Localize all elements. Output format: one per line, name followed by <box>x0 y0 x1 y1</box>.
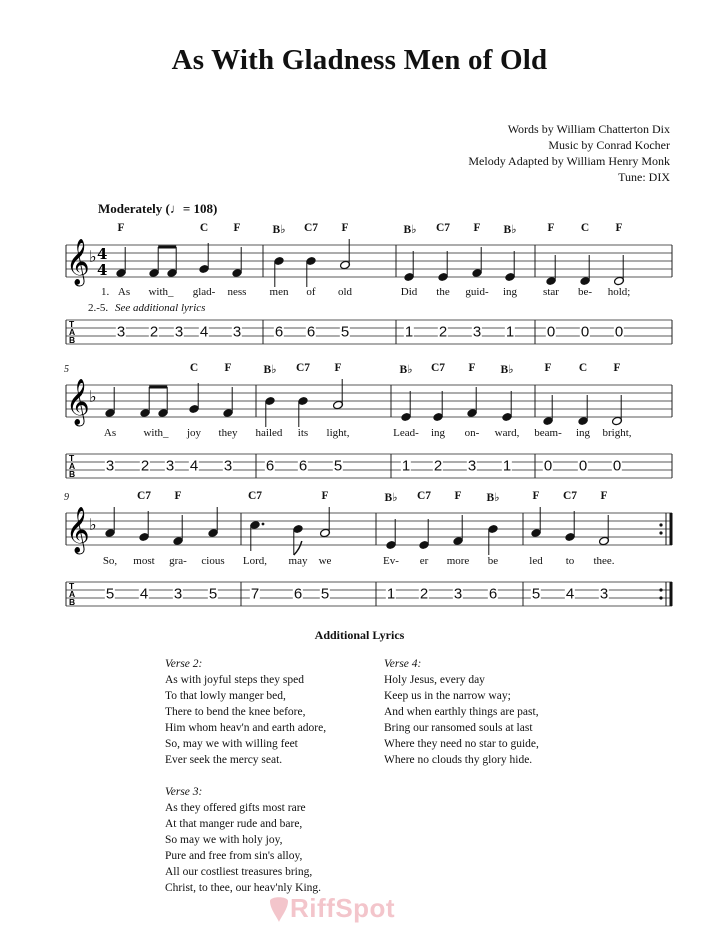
lyric: old <box>337 286 353 298</box>
lyric: the <box>436 286 450 298</box>
verse-line: At that manger rude and bare, <box>165 818 303 830</box>
tab-clef: A <box>69 589 76 599</box>
lyric: Ev- <box>383 555 399 567</box>
lyric: Lead- <box>393 427 419 439</box>
verse-line: Keep us in the narrow way; <box>384 690 511 702</box>
credit-music: Music by Conrad Kocher <box>548 138 670 152</box>
chord: C <box>199 222 209 234</box>
tab-fret-number: 6 <box>306 323 316 341</box>
tab-clef: T <box>69 453 75 463</box>
verse-4 <box>384 656 539 768</box>
measure-number: 9 <box>64 492 69 503</box>
verse-line: So, may we with willing feet <box>165 738 298 750</box>
tab-fret-number: 3 <box>232 323 242 341</box>
chord: C <box>578 362 588 374</box>
lyric: ness <box>227 286 247 298</box>
tab-fret-number: 4 <box>139 585 149 603</box>
tab-fret-number: 6 <box>488 585 498 603</box>
lyric: be <box>487 555 499 567</box>
chord: F <box>117 222 125 234</box>
time-signature-top: 4 <box>97 245 108 263</box>
time-signature-bottom: 4 <box>97 261 108 279</box>
chord: B♭ <box>272 224 286 236</box>
verse-2 <box>165 656 326 768</box>
key-flat-icon: ♭ <box>89 515 97 534</box>
verse-line: Ever seek the mercy seat. <box>165 754 283 766</box>
lyric: with_ <box>143 427 169 439</box>
lyric: we <box>318 555 332 567</box>
tab-fret-number: 2 <box>433 457 443 475</box>
chord: F <box>454 490 462 502</box>
tab-fret-number: 3 <box>105 457 115 475</box>
tab-fret-number: 3 <box>467 457 477 475</box>
tab-fret-number: 5 <box>105 585 115 603</box>
tab-fret-number: 5 <box>333 457 343 475</box>
tab-fret-number: 1 <box>404 323 414 341</box>
lyric: with_ <box>148 286 174 298</box>
lyric: Lord, <box>242 555 268 567</box>
verse-3 <box>165 784 321 896</box>
key-flat-icon: ♭ <box>89 387 97 406</box>
tab-fret-number: 6 <box>298 457 308 475</box>
additional-lyrics-heading: Additional Lyrics <box>314 628 405 642</box>
verse-label: Verse 3: <box>165 786 203 798</box>
tab-fret-number: 1 <box>502 457 512 475</box>
chord: C7 <box>430 362 446 374</box>
chord: B♭ <box>500 364 514 376</box>
chord: C7 <box>136 490 152 502</box>
flag <box>294 541 302 555</box>
lyric: to <box>565 555 575 567</box>
lyric: beam- <box>534 427 562 439</box>
chord: B♭ <box>263 364 277 376</box>
lyric: guid- <box>465 286 489 298</box>
lyric: thee. <box>593 555 615 567</box>
lyric: ing <box>502 286 518 298</box>
lyric: joy <box>186 427 202 439</box>
tab-fret-number: 4 <box>199 323 209 341</box>
tab-fret-number: 5 <box>208 585 218 603</box>
chord: C <box>189 362 199 374</box>
lyric: light, <box>326 427 350 439</box>
lyric: be- <box>577 286 593 298</box>
lyric: ing <box>430 427 446 439</box>
credit-tune: Tune: DIX <box>618 170 670 184</box>
lyric: of <box>306 286 316 298</box>
verse-line: As with joyful steps they sped <box>165 674 304 686</box>
chord: C7 <box>295 362 311 374</box>
lyric: So, <box>102 555 118 567</box>
tab-fret-number: 5 <box>531 585 541 603</box>
treble-clef-icon: 𝄞 <box>66 379 90 425</box>
verse-line: As they offered gifts most rare <box>165 802 306 814</box>
verse-number: 1. <box>101 286 110 298</box>
chord: F <box>224 362 232 374</box>
chord: C7 <box>562 490 578 502</box>
lyric: hailed <box>255 427 283 439</box>
chord: F <box>341 222 349 234</box>
see-additional-lyrics: See additional lyrics <box>115 302 206 314</box>
verse-line: Where no clouds thy glory hide. <box>384 754 533 766</box>
tab-fret-number: 0 <box>578 457 588 475</box>
chord: F <box>615 222 623 234</box>
quarter-note-icon: ♩ <box>169 201 183 216</box>
treble-clef-icon: 𝄞 <box>66 507 90 553</box>
tab-fret-number: 4 <box>189 457 199 475</box>
lyric: As <box>117 286 131 298</box>
chord: F <box>547 222 555 234</box>
credit-words: Words by William Chatterton Dix <box>507 122 670 136</box>
chord: F <box>532 490 540 502</box>
tab-fret-number: 1 <box>386 585 396 603</box>
tab-fret-number: 3 <box>173 585 183 603</box>
chord: B♭ <box>486 492 500 504</box>
lyric: er <box>419 555 429 567</box>
tab-fret-number: 6 <box>293 585 303 603</box>
tab-fret-number: 3 <box>472 323 482 341</box>
verse-line: Where they need no star to guide, <box>384 738 539 750</box>
lyric: its <box>297 427 309 439</box>
repeat-dot <box>659 523 662 526</box>
tab-fret-number: 6 <box>274 323 284 341</box>
verse-line: Christ, to thee, our heav'nly King. <box>165 882 322 894</box>
verse-line: To that lowly manger bed, <box>165 690 286 702</box>
lyric: ward, <box>494 427 520 439</box>
lyric: ing <box>575 427 591 439</box>
chord: B♭ <box>399 364 413 376</box>
tab-fret-number: 4 <box>565 585 575 603</box>
verse-line: Holy Jesus, every day <box>384 674 485 686</box>
chord: C7 <box>247 490 263 502</box>
tab-fret-number: 2 <box>419 585 429 603</box>
lyric: As <box>103 427 117 439</box>
verse-line: Bring our ransomed souls at last <box>384 722 533 734</box>
tab-fret-number: 3 <box>174 323 184 341</box>
verse-label: Verse 2: <box>165 658 203 670</box>
lyric: men <box>269 286 289 298</box>
lyric: led <box>529 555 543 567</box>
riffspot-pick-icon <box>268 895 290 923</box>
treble-clef-icon: 𝄞 <box>66 239 90 285</box>
tempo-marking: Moderately (♩= 108) <box>98 201 218 216</box>
lyric: on- <box>464 427 480 439</box>
verse-line: So may we with holy joy, <box>165 834 283 846</box>
lyric: hold; <box>607 286 631 298</box>
lyric: they <box>218 427 238 439</box>
tab-fret-number: 3 <box>223 457 233 475</box>
chord: F <box>233 222 241 234</box>
lyric: more <box>446 555 470 567</box>
lyric: may <box>288 555 308 567</box>
tempo-value: = 108 <box>182 201 214 216</box>
chord: F <box>321 490 329 502</box>
credit-adapted: Melody Adapted by William Henry Monk <box>468 154 670 168</box>
verse-line: Him whom heav'n and earth adore, <box>165 722 327 734</box>
tab-fret-number: 2 <box>149 323 159 341</box>
tab-clef: B <box>69 597 76 607</box>
measure-number: 5 <box>64 364 69 375</box>
tab-fret-number: 1 <box>505 323 515 341</box>
key-flat-icon: ♭ <box>89 247 97 266</box>
tab-fret-number: 3 <box>599 585 609 603</box>
chord: F <box>613 362 621 374</box>
tab-fret-number: 2 <box>140 457 150 475</box>
tab-fret-number: 0 <box>612 457 622 475</box>
chord: B♭ <box>403 224 417 236</box>
tab-clef: T <box>69 581 75 591</box>
chord: C7 <box>416 490 432 502</box>
song-title: As With Gladness Men of Old <box>171 44 548 76</box>
verse-line: All our costliest treasures bring, <box>165 866 313 878</box>
lyric: bright, <box>602 427 632 439</box>
tab-clef: T <box>69 319 75 329</box>
tab-clef: B <box>69 469 76 479</box>
lyric: Did <box>400 286 418 298</box>
tab-fret-number: 0 <box>614 323 624 341</box>
tab-fret-number: 2 <box>438 323 448 341</box>
chord: F <box>473 222 481 234</box>
verse-label: Verse 4: <box>384 658 422 670</box>
tab-fret-number: 1 <box>401 457 411 475</box>
lyric: star <box>543 286 559 298</box>
lyric: glad- <box>192 286 216 298</box>
riffspot-logo: RiffSpot <box>290 893 396 923</box>
chord: B♭ <box>503 224 517 236</box>
chord: F <box>174 490 182 502</box>
tab-fret-number: 5 <box>340 323 350 341</box>
chord: B♭ <box>384 492 398 504</box>
chord: F <box>468 362 476 374</box>
tab-clef: A <box>69 327 76 337</box>
tab-fret-number: 7 <box>250 585 260 603</box>
tab-clef: B <box>69 335 76 345</box>
tab-fret-number: 0 <box>580 323 590 341</box>
tab-clef: A <box>69 461 76 471</box>
lyric: most <box>133 555 155 567</box>
tab-fret-number: 0 <box>543 457 553 475</box>
chord: F <box>334 362 342 374</box>
verse-number: 2.-5. <box>88 302 109 314</box>
repeat-dot <box>659 588 662 591</box>
tab-fret-number: 6 <box>265 457 275 475</box>
chord: C7 <box>435 222 451 234</box>
verse-line: And when earthly things are past, <box>384 706 539 718</box>
lyric: cious <box>201 555 225 567</box>
chord: C7 <box>303 222 319 234</box>
tab-fret-number: 5 <box>320 585 330 603</box>
dot <box>262 523 265 526</box>
lyric: gra- <box>169 555 187 567</box>
tab-fret-number: 3 <box>116 323 126 341</box>
repeat-dot <box>659 596 662 599</box>
verse-line: Pure and free from sin's alloy, <box>165 850 303 862</box>
chord: F <box>600 490 608 502</box>
tab-fret-number: 3 <box>453 585 463 603</box>
tempo-label: Moderately <box>98 201 163 216</box>
repeat-dot <box>659 531 662 534</box>
tab-fret-number: 3 <box>165 457 175 475</box>
verse-line: There to bend the knee before, <box>165 706 306 718</box>
tab-fret-number: 0 <box>546 323 556 341</box>
chord: C <box>580 222 590 234</box>
chord: F <box>544 362 552 374</box>
